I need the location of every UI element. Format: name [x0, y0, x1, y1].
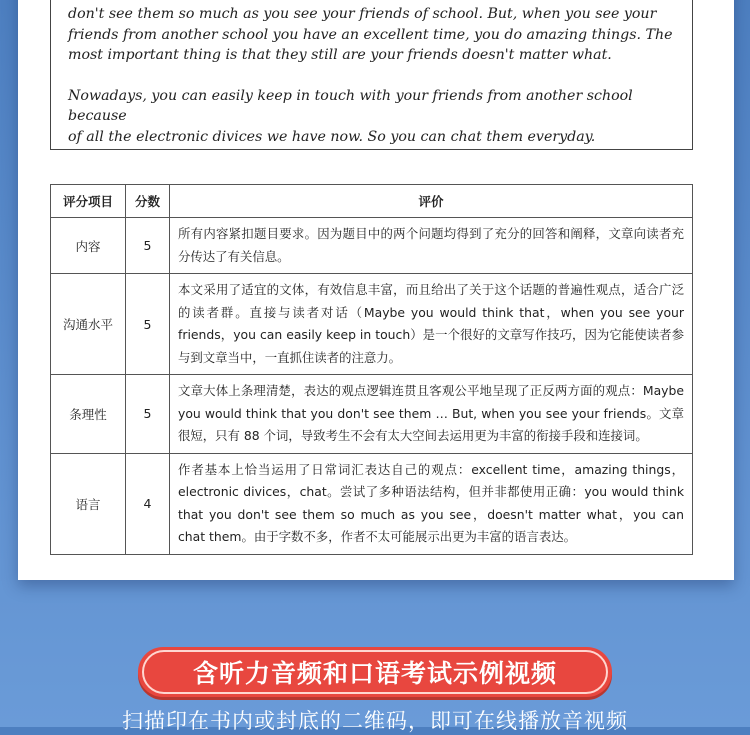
table-row	[51, 218, 693, 274]
row-score: 5	[126, 274, 170, 375]
essay-line: of all the electronic divices we have now. So you can chat them everyday.	[68, 128, 596, 145]
table-row	[51, 375, 693, 454]
essay-paragraph-1	[68, 4, 676, 66]
row-comment: 文章大体上条理清楚，表达的观点逻辑连贯且客观公平地呈现了正反两方面的观点：Maybe you would think that you don't see them … But, when you see your friends。文章很短，只有 88 个词，导致考生不会有太大空间去运用更为丰富的衔接手段和连接词。	[170, 375, 693, 454]
table-row	[51, 274, 693, 375]
row-comment: 作者基本上恰当运用了日常词汇表达自己的观点：excellent time，amazing things，electronic divices，chat。尝试了多种语法结构，但并非都使用正确：you would think that you don't see them so much as you see，doesn't matter what，you can chat them。由于字数不多，作者不太可能展示出更为丰富的语言表达。	[170, 453, 693, 554]
essay-box	[50, 0, 693, 150]
row-category: 条理性	[51, 375, 126, 454]
feature-banner	[138, 647, 612, 697]
banner-text: 含听力音频和口语考试示例视频	[192, 659, 557, 688]
row-comment: 本文采用了适宜的文体，有效信息丰富，而且给出了关于这个话题的普遍性观点，适合广泛的读者群。直接与读者对话（Maybe you would think that，when you see your friends，you can easily keep in touch）是一个很好的文章写作技巧，因为它能使读者参与到文章当中，一直抓住读者的注意力。	[170, 274, 693, 375]
essay-line: most important thing is that they still are your friends doesn't matter what.	[68, 47, 612, 63]
table-row	[51, 453, 693, 554]
essay-line: don't see them so much as you see your friends of school. But, when you see your	[68, 6, 657, 22]
row-score: 5	[126, 375, 170, 454]
row-category: 语言	[51, 453, 126, 554]
row-comment: 所有内容紧扣题目要求。因为题目中的两个问题均得到了充分的回答和阐释，文章向读者充分传达了有关信息。	[170, 218, 693, 274]
essay-line: Nowadays, you can easily keep in touch with your friends from another school because	[68, 87, 633, 124]
grading-table	[50, 184, 693, 555]
row-category: 内容	[51, 218, 126, 274]
row-score: 5	[126, 218, 170, 274]
row-category: 沟通水平	[51, 274, 126, 375]
footer-text: 扫描印在书内或封底的二维码，即可在线播放音视频	[122, 709, 628, 733]
essay-line: friends from another school you have an excellent time, you do amazing things. The	[68, 26, 673, 43]
row-score: 4	[126, 453, 170, 554]
header-score: 分数	[126, 185, 170, 218]
header-category: 评分项目	[51, 185, 126, 218]
header-comment: 评价	[170, 185, 693, 218]
essay-paragraph-2	[68, 86, 676, 148]
table-header-row	[51, 185, 693, 218]
